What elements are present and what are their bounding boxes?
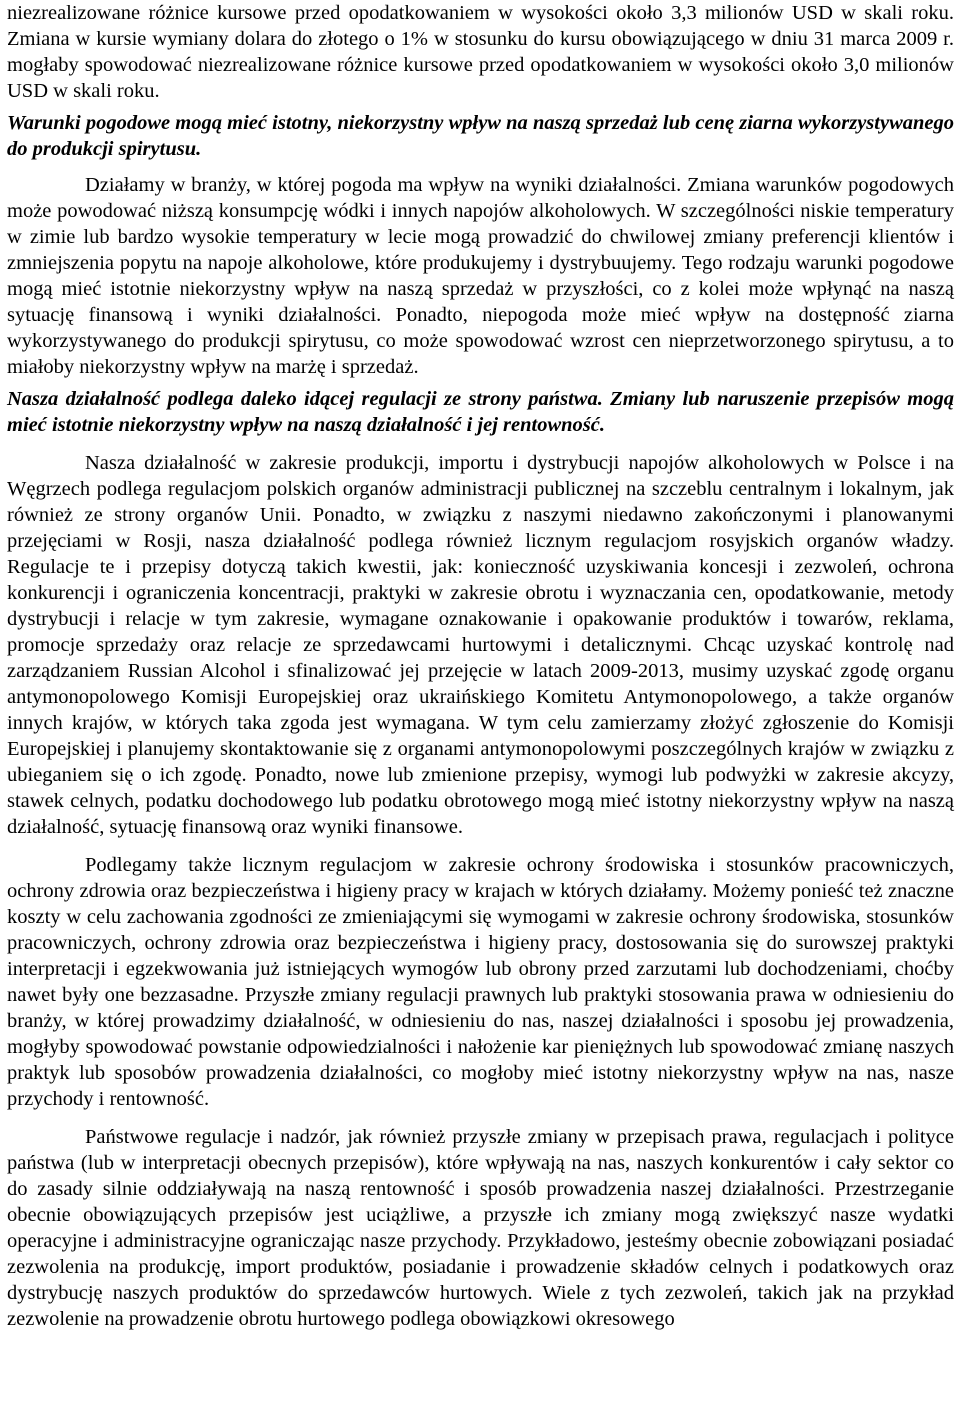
risk-heading-regulation: Nasza działalność podlega daleko idącej regulacji ze strony państwa. Zmiany lub naruszenie przepisów mogą mieć istotnie niekorzystny wpływ na naszą działalność i jej rentowność.: [7, 388, 954, 436]
paragraph-weather: Działamy w branży, w której pogoda ma wpływ na wyniki działalności. Zmiana warunków pogodowych może powodować niższą konsumpcję wódki i innych napojów alkoholowych. W szczególności niskie temperatury w zimie lub bardzo wysokie temperatury w lecie mogą prowadzić do chwilowej zmiany preferencji klientów i zmniejszenia popytu na napoje alkoholowe, które produkujemy i dystrybuujemy. Tego rodzaju warunki pogodowe mogą mieć istotnie niekorzystny wpływ na naszą sprzedaż w przyszłości, co z kolei może wpłynąć na naszą sytuację finansową i wyniki działalności. Ponadto, niepogoda może mieć wpływ na dostępność ziarna wykorzystywanego do produkcji spirytusu, co może spowodować wzrost cen nieprzetworzonego spirytusu, a to miałoby niekorzystny wpływ na marżę i sprzedaż.: [7, 174, 954, 378]
paragraph-fx-exposure: niezrealizowane różnice kursowe przed opodatkowaniem w wysokości około 3,3 milionów USD w skali roku. Zmiana w kursie wymiany dolara do złotego o 1% w stosunku do kursu obowiązującego w dniu 31 marca 2009 r. mogłaby spowodować niezrealizowane różnice kursowe przed opodatkowaniem w wysokości około 3,0 milionów USD w skali roku.: [7, 2, 954, 102]
paragraph-state-oversight: Państwowe regulacje i nadzór, jak również przyszłe zmiany w przepisach prawa, regulacjach i polityce państwa (lub w interpretacji obecnych przepisów), które wpływają na nas, naszych konkurentów i cały sektor co do zasady silnie oddziaływają na naszą rentowność i sposób prowadzenia naszej działalności. Przestrzeganie obecnie obowiązujących przepisów jest uciążliwe, a przyszłe ich zmiany mogą zwiększyć nasze wydatki operacyjne i administracyjne ograniczając nasze przychody. Przykładowo, jesteśmy obecnie zobowiązani posiadać zezwolenia na produkcję, import produktów, posiadanie i prowadzenie składów celnych i podatkowych oraz dystrybucję naszych produktów do sprzedawców hurtowych. Wiele z tych zezwoleń, takich jak na przykład zezwolenie na prowadzenie obrotu hurtowego podlega obowiązkowi okresowego: [7, 1126, 954, 1330]
paragraph-regulation: Nasza działalność w zakresie produkcji, importu i dystrybucji napojów alkoholowych w Polsce i na Węgrzech podlega regulacjom polskich organów administracji publicznej na szczeblu centralnym i lokalnym, jak również ze strony organów Unii. Ponadto, w związku z naszymi niedawno zakończonymi i planowanymi przejęciami w Rosji, nasza działalność podlega również licznym regulacjom rosyjskich organów władzy. Regulacje te i przepisy dotyczą takich kwestii, jak: konieczność uzyskiwania koncesji i zezwoleń, ochrona konkurencji i ograniczenia koncentracji, praktyki w zakresie obrotu i wyznaczania cen, opodatkowanie, metody dystrybucji i relacje w tym zakresie, wymagane oznakowanie i opakowanie produktów i towarów, reklama, promocje sprzedaży oraz relacje ze sprzedawcami hurtowymi i detalicznymi. Chcąc uzyskać kontrolę nad zarządzaniem Russian Alcohol i sfinalizować jej przejęcie w latach 2009-2013, musimy uzyskać zgodę organu antymonopolowego Komisji Europejskiej oraz ukraińskiego Komitetu Antymonopolowego, a także organów innych krajów, w których taka zgoda jest wymagana. W tym celu zamierzamy złożyć zgłoszenie do Komisji Europejskiej i planujemy skontaktowanie się z organami antymonopolowymi poszczególnych krajów w związku z ubieganiem się o ich zgodę. Ponadto, nowe lub zmienione przepisy, wymogi lub podwyżki w zakresie akcyzy, stawek celnych, podatku dochodowego lub podatku obrotowego mogą mieć istotny niekorzystny wpływ na naszą działalność, sytuację finansową oraz wyniki finansowe.: [7, 452, 954, 838]
paragraph-environment-labour: Podlegamy także licznym regulacjom w zakresie ochrony środowiska i stosunków pracowniczych, ochrony zdrowia oraz bezpieczeństwa i higieny pracy w krajach w których działamy. Możemy ponieść też znaczne koszty w celu zachowania zgodności ze zmieniającymi się wymogami w zakresie ochrony środowiska, stosunków pracowniczych, ochrony zdrowia oraz bezpieczeństwa i higieny pracy, dostosowania się do surowszej praktyki interpretacji i egzekwowania już istniejących wymogów lub obrony przed zarzutami lub dochodzeniami, choćby nawet były one bezzasadne. Przyszłe zmiany regulacji prawnych lub praktyki stosowania prawa w odniesieniu do branży, w której prowadzimy działalność, w odniesieniu do nas, naszej działalności i sposobu jej prowadzenia, mogłyby spowodować powstanie odpowiedzialności i nałożenie kar pieniężnych lub spowodować zmianę naszych praktyk lub sposobów prowadzenia działalności, co mogłoby mieć istotny niekorzystny wpływ na nas, nasze przychody i rentowność.: [7, 854, 954, 1110]
risk-heading-weather: Warunki pogodowe mogą mieć istotny, niekorzystny wpływ na naszą sprzedaż lub cenę ziarna wykorzystywanego do produkcji spirytusu.: [7, 112, 954, 160]
